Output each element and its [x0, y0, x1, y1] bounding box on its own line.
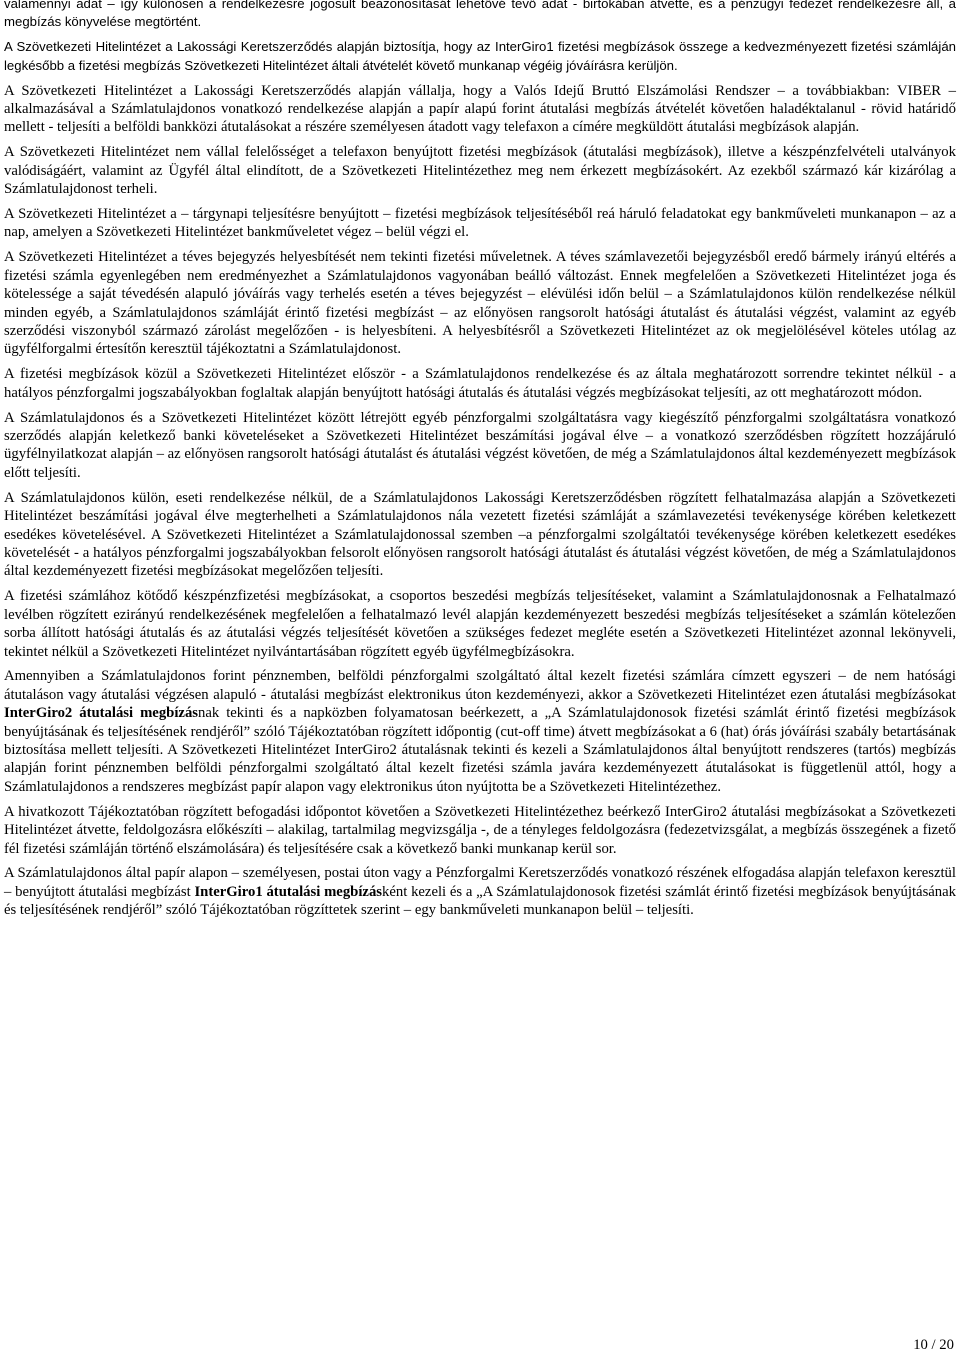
paragraph [4, 667, 956, 796]
paragraph: A fizetési számlához kötődő készpénzfizetési megbízásokat, a csoportos beszedési megbízás teljesítéseket, valamint a Számlatulajdonosnak a Felhatalmazó levélben rögzített ezirányú rendelkezésének megfelelően a felhatalmazó levél alapján kezdeményezett beszedési megbízás teljesítéseket a számlán kötelezően sorba állított hatósági átutalás és az átutalási végzés teljesítését követően a szükséges fedezet megléte esetén a Szövetkezeti Hitelintézet azonnal lekönyveli, tekintet nélkül a Szövetkezeti Hitelintézet nyilvántartásában rögzített egyéb ügyfélmegbízásokra. [4, 588, 956, 660]
paragraph-text: A Számlatulajdonos által papír alapon – személyesen, postai úton vagy a Pénzforgalmi Keretszerződés vonatkozó részének elfogadása alapján telefaxon keresztül – benyújtott átutalási megbízást [4, 865, 956, 900]
paragraph: A Szövetkezeti Hitelintézet nem vállal felelősséget a telefaxon benyújtott fizetési megbízások (átutalási megbízások), illetve a készpénzfelvételi utalványok valódiságáért, valamint az Ügyfél által elindított, de a Szövetkezeti Hitelintézethez meg nem érkezett megbízásokért. Az ezekből származó kár kizárólag a Számlatulajdonost terheli. [4, 144, 956, 198]
paragraph: A Szövetkezeti Hitelintézet a Lakossági Keretszerződés alapján vállalja, hogy a Valós Idejű Bruttó Elszámolási Rendszer – a továbbiakban: VIBER – alkalmazásával a Számlatulajdonos vonatkozó rendelkezése alapján a papír alapú forint átutalási megbízás átvételét követően haladéktalanul - rövid határidő mellett - teljesíti a belföldi bankközi átutalásokat a részére személyesen átadott vagy telefaxon a címére megküldött átutalási megbízások alapján. [4, 82, 956, 136]
paragraph: A Szövetkezeti Hitelintézet a Lakossági Keretszerződés alapján biztosítja, hogy az InterGiro1 fizetési megbízások összege a kedvezményezett fizetési számláján legkésőbb a fizetési megbízás Szövetkezeti Hitelintézet általi átvételét követő munkanap végéig jóváírásra kerüljön. [4, 39, 956, 73]
paragraph: A Szövetkezeti Hitelintézet a – tárgynapi teljesítésre benyújtott – fizetési megbízások teljesítéséből reá háruló feladatokat egy bankműveleti munkanapon – az a nap, amelyen a Szövetkezeti Hitelintézet bankműveletet végez – belül végzi el. [4, 206, 956, 241]
paragraph-bold-term: InterGiro2 átutalási megbízás [4, 705, 199, 722]
page-number: 10 / 20 [913, 1337, 954, 1353]
paragraph: A fizetési megbízások közül a Szövetkezeti Hitelintézet először - a Számlatulajdonos rendelkezése és az általa meghatározott sorrendre tekintet nélkül - a hatályos pénzforgalmi jogszabályokban foglaltak alapján benyújtott hatósági átutalás és átutalási végzés megbízásokat teljesíti, az ott meghatározott módon. [4, 366, 956, 401]
paragraph-text: ként kezeli és a „A Számlatulajdonosok fizetési számlát érintő fizetési megbízások benyújtásának és teljesítésének rendjéről” szóló Tájékoztatóban rögzíttetek szerint – egy bankműveleti munkanapon belül – teljesíti. [4, 883, 957, 919]
paragraph-bold-term: InterGiro1 átutalási megbízás [194, 883, 383, 900]
paragraph-text: Amennyiben a Számlatulajdonos forint pénznemben, belföldi pénzforgalmi szolgáltató által kezelt fizetési számlára címzett egyszeri – de nem hatósági átutaláson vagy átutalási végzésen alapuló - átutalási megbízást elektronikus úton kezdeményezi, akkor a Szövetkezeti Hitelintézet ezen átutalási megbízásokat [4, 668, 956, 703]
paragraph: A Számlatulajdonos külön, eseti rendelkezése nélkül, de a Számlatulajdonos Lakossági Keretszerződésben rögzített felhatalmazása alapján a Szövetkezeti Hitelintézet beszámítási jogával élve megterhelheti a Számlatulajdonos nála vezetett fizetési számláját a számlavezetési tevékenysége körében keletkezett esedékes követelésével. A Szövetkezeti Hitelintézet a Számlatulajdonossal szemben –a pénzforgalmi szolgáltatói tevékenysége körében keletkezett esedékes követelését - a hatályos pénzforgalmi jogszabályokban felsorolt előnyösen rangsorolt hatósági átutalást és átutalási végzést követően, de még a Számlatulajdonos által kezdeményezett fizetési megbízásokat megelőzően teljesíti. [4, 489, 956, 580]
paragraph: valamennyi adat – így különösen a rendelkezésre jogosult beazonosítását lehetővé tevő adat - birtokában átvette, és a pénzügyi fedezet rendelkezésre áll, a megbízás könyvelése megtörtént. [4, 0, 956, 30]
paragraph-text: nak tekinti és a napközben folyamatosan beérkezett, a „A Számlatulajdonosok fizetési számlát érintő fizetési megbízások benyújtásának és teljesítésének rendjéről” szóló Tájékoztatóban rögzített időpontig (cut-off time) átvett megbízásokat a 6 (hat) órás jóváírási szabály betartásának biztosítása mellett teljesíti. A Szövetkezeti Hitelintézet InterGiro2 átutalásnak tekinti és kezeli a Számlatulajdonos által benyújtott rendszeres (tartós) megbízás alapján forint pénznemben belföldi pénzforgalmi szolgáltató által kezelt fizetési számla javára kezdeményezett átutalásokat is függetlenül attól, hogy a Számlatulajdonos a rendszeres megbízást papír alapon vagy elektronikus úton nyújtotta be a Szövetkezeti Hitelintézethez. [4, 705, 956, 795]
document-page [4, 0, 956, 926]
paragraph: A hivatkozott Tájékoztatóban rögzített befogadási időpontot követően a Szövetkezeti Hitelintézethez beérkező InterGiro2 átutalási megbízásokat a Szövetkezeti Hitelintézet átvette, feldolgozásra előkészíti – alakilag, tartalmilag megvizsgálja -, de a tényleges feldolgozásra (fedezetvizsgálat, a megbízás összegének a fizető fél fizetési számláján történő elszámolására) és teljesítésére csak a következő banki munkanap kerül sor. [4, 803, 956, 857]
paragraph: A Szövetkezeti Hitelintézet a téves bejegyzés helyesbítését nem tekinti fizetési műveletnek. A téves számlavezetői bejegyzésből eredő bármely irányú eltérés a fizetési számla egyenlegében nem eredményezhet a Számlatulajdonos vagyonában beálló változást. Ennek megfelelően a Szövetkezeti Hitelintézet joga és kötelessége a saját tévedésén alapuló jóváírás vagy terhelés esetén a téves bejegyzést – elévülési időn belül – a Számlatulajdonos külön rendelkezése nélkül minden egyéb, a Számlatulajdonos számláját érintő fizetési megbízást – az előnyösen rangsorolt hatósági átutalást és átutalási végzést, valamint az egyéb szerződési viszonyból származó zárolást megelőzően - is helyesbíteni. A helyesbítésről a Szövetkezeti Hitelintézet az ok megjelölésével köteles utólag az ügyfélforgalmi értesítőn keresztül tájékoztatni a Számlatulajdonost. [4, 249, 956, 358]
paragraph [4, 864, 956, 919]
paragraph: A Számlatulajdonos és a Szövetkezeti Hitelintézet között létrejött egyéb pénzforgalmi szolgáltatásra vagy kiegészítő pénzforgalmi szolgáltatásra vonatkozó szerződés alapján keletkező banki követeléseket a Szövetkezeti Hitelintézet beszámítási jogával élve – a vonatkozó szerződésben rögzített hozzájáruló ügyfélnyilatkozat alapján – az előnyösen rangsorolt hatósági átutalást és átutalási végzést követően, de még a Számlatulajdonos által kezdeményezett megbízások előtt teljesíti. [4, 409, 956, 481]
